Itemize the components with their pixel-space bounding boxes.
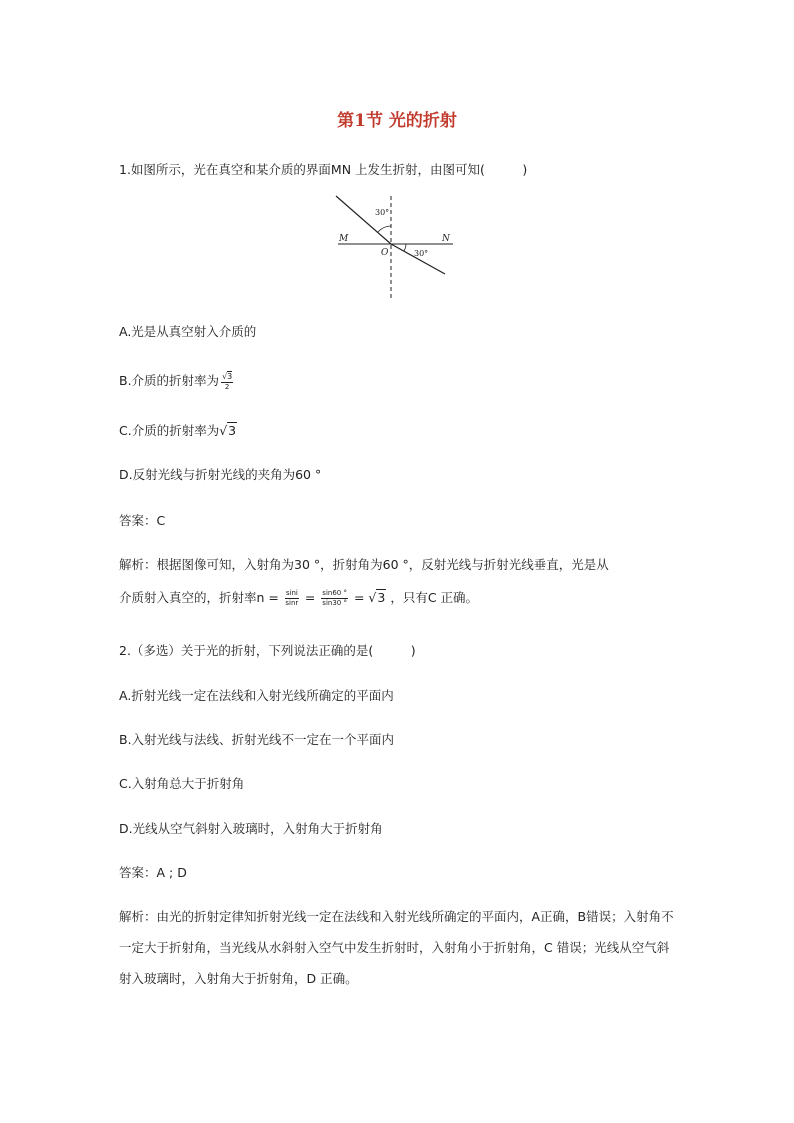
q1-answer: 答案：C xyxy=(119,513,166,528)
q1-option-b-text: B.介质的折射率为 xyxy=(119,373,220,388)
label-m: M xyxy=(339,234,349,244)
q1-analysis-line1: 解析：根据图像可知，入射角为30 °，折射角为60 °，反射光线与折射光线垂直，光是从 xyxy=(119,557,609,572)
upper-angle-arc xyxy=(378,226,391,232)
q1-option-c-sqrt: √3 xyxy=(219,423,237,438)
angle-label-bottom: 30° xyxy=(414,249,429,258)
page-title: 第1节 光的折射 xyxy=(337,111,457,131)
lower-angle-arc xyxy=(404,244,406,251)
q2-answer: 答案：A ; D xyxy=(119,865,187,880)
q1-option-d: D.反射光线与折射光线的夹角为60 ° xyxy=(119,467,322,482)
refraction-diagram xyxy=(330,190,460,300)
q1-option-a: A.光是从真空射入介质的 xyxy=(119,324,257,339)
angle-label-top: 30° xyxy=(375,208,390,217)
equals-sign: = xyxy=(353,590,365,605)
label-o: O xyxy=(381,248,389,258)
label-n: N xyxy=(442,234,450,244)
q2-option-c: C.入射角总大于折射角 xyxy=(119,776,245,791)
q2-analysis: 解析：由光的折射定律知折射光线一定在法线和入射光线所确定的平面内，A正确，B错误；入射角不一定大于折射角，当光线从水斜射入空气中发生折射时，入射角小于折射角，C 错误；光线从空气斜射入玻璃时，入射角大于折射角，D 正确。 xyxy=(119,909,674,986)
q2-option-a: A.折射光线一定在法线和入射光线所确定的平面内 xyxy=(119,688,394,703)
q1-option-c-text: C.介质的折射率为 xyxy=(119,423,220,438)
q1-analysis-line2 xyxy=(119,588,478,608)
q1-option-b xyxy=(119,371,235,392)
q2-stem: 2.（多选）关于光的折射，下列说法正确的是( ) xyxy=(119,643,416,658)
q1-option-b-numerator: 3 xyxy=(227,371,233,381)
q1-analysis-conclusion: ，只有C 正确。 xyxy=(390,590,479,605)
q1-analysis-text: 介质射入真空的，折射率n = xyxy=(119,590,279,605)
q2-option-b: B.入射光线与法线、折射光线不一定在一个平面内 xyxy=(119,732,395,747)
q1-fraction-sin60-sin30: $\frac{\sin 60 ^\circ}{\sin 30 ^\circ}$ xyxy=(322,589,347,607)
q1-option-b-denominator: 2 xyxy=(224,382,230,391)
q1-analysis-sqrt: √3 xyxy=(368,590,386,605)
q1-stem: 1.如图所示，光在真空和某介质的界面MN 上发生折射，由图可知( ) xyxy=(119,162,528,177)
q1-fraction-sini-sinr: $\frac{\sin i}{\sin r}$ xyxy=(285,589,299,607)
equals-sign: = xyxy=(304,590,316,605)
q1-option-b-fraction: $\frac{√3}{2}$ xyxy=(222,371,233,391)
q1-option-c xyxy=(119,421,237,439)
q2-option-d: D.光线从空气斜射入玻璃时，入射角大于折射角 xyxy=(119,821,383,836)
